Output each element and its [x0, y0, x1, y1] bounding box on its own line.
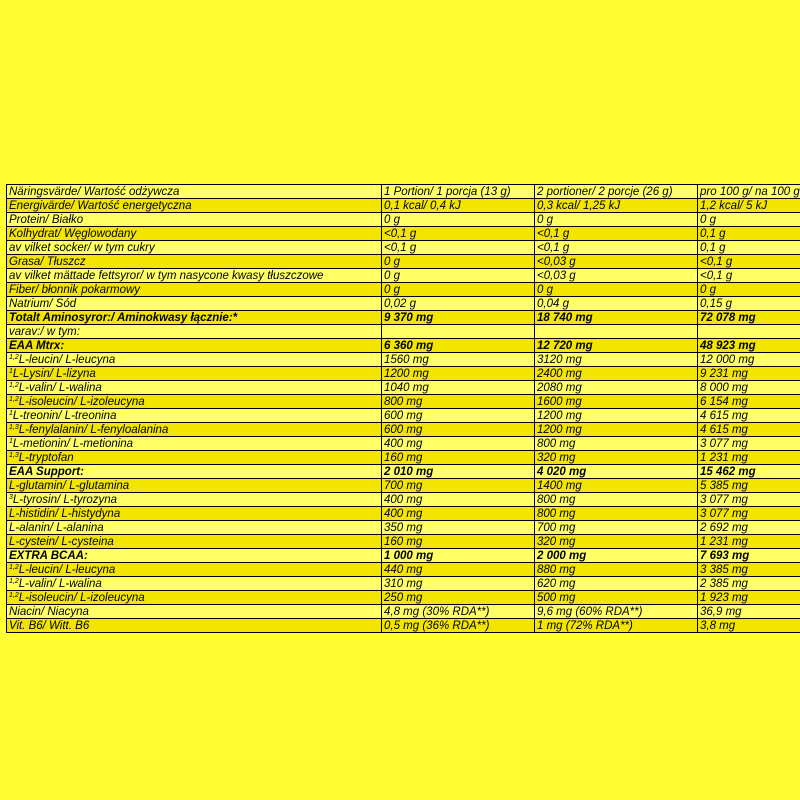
per-two-portions-value: 12 720 mg: [535, 339, 698, 353]
nutrient-name: Energivärde/ Wartość energetyczna: [9, 199, 192, 212]
nutrient-name-cell: [7, 241, 382, 255]
nutrient-name: Näringsvärde/ Wartość odżywcza: [9, 185, 180, 198]
nutrient-name: varav:/ w tym:: [9, 325, 80, 338]
per-100g-value: 3 385 mg: [698, 563, 800, 577]
per-portion-value: <0,1 g: [382, 227, 535, 241]
per-100g-value: 2 692 mg: [698, 521, 800, 535]
per-portion-value: 1040 mg: [382, 381, 535, 395]
nutrient-name-cell: [7, 619, 382, 633]
nutrition-table-wrapper: [6, 184, 800, 633]
per-two-portions-value: 2 000 mg: [535, 549, 698, 563]
nutrient-name-cell: [7, 339, 382, 353]
nutrient-name: L-valin/ L-walina: [18, 577, 102, 590]
table-row: [7, 297, 800, 311]
table-row: [7, 479, 800, 493]
per-100g-value: 12 000 mg: [698, 353, 800, 367]
nutrient-name-cell: [7, 409, 382, 423]
per-100g-value: 5 385 mg: [698, 479, 800, 493]
per-100g-value: 3 077 mg: [698, 493, 800, 507]
nutrient-name-cell: [7, 213, 382, 227]
nutrient-name: Niacin/ Niacyna: [9, 605, 89, 618]
nutrient-name: L-histidin/ L-histydyna: [9, 507, 121, 520]
nutrient-name: L-glutamin/ L-glutamina: [9, 479, 130, 492]
nutrient-name: Vit. B6/ Witt. B6: [9, 619, 90, 632]
nutrient-name: Protein/ Białko: [9, 213, 84, 226]
per-two-portions-value: 320 mg: [535, 535, 698, 549]
per-portion-value: 160 mg: [382, 535, 535, 549]
per-100g-value: 3 077 mg: [698, 437, 800, 451]
nutrient-name: EAA Mtrx:: [9, 339, 65, 352]
nutrient-name-cell: [7, 283, 382, 297]
nutrient-name: L-Lysin/ L-lizyna: [12, 367, 96, 380]
nutrient-name: EXTRA BCAA:: [9, 549, 88, 562]
per-portion-value: 250 mg: [382, 591, 535, 605]
per-100g-value: <0,1 g: [698, 255, 800, 269]
nutrient-name-cell: [7, 493, 382, 507]
per-100g-value: 8 000 mg: [698, 381, 800, 395]
per-portion-value: 0 g: [382, 213, 535, 227]
nutrient-name-cell: [7, 577, 382, 591]
per-two-portions-value: <0,1 g: [535, 227, 698, 241]
table-row: [7, 367, 800, 381]
per-portion-value: 400 mg: [382, 437, 535, 451]
per-100g-value: 3 077 mg: [698, 507, 800, 521]
per-two-portions-value: 3120 mg: [535, 353, 698, 367]
table-row: [7, 395, 800, 409]
per-two-portions-value: 4 020 mg: [535, 465, 698, 479]
nutrient-name: av vilket mättade fettsyror/ w tym nasycone kwasy tłuszczowe: [9, 269, 324, 282]
per-two-portions-value: 620 mg: [535, 577, 698, 591]
nutrient-name-cell: [7, 507, 382, 521]
footnote-marker: 1,3: [9, 451, 19, 459]
nutrient-name-cell: [7, 605, 382, 619]
per-portion-value: 0 g: [382, 269, 535, 283]
nutrient-name-cell: [7, 311, 382, 325]
nutrient-name-cell: [7, 269, 382, 283]
table-row: [7, 619, 800, 633]
per-portion-value: 0 g: [382, 283, 535, 297]
table-row: [7, 325, 800, 339]
footnote-marker: 1,2: [9, 395, 19, 403]
per-100g-value: 0,1 g: [698, 241, 800, 255]
nutrition-table-body: [7, 185, 800, 633]
nutrient-name: L-tryptofan: [18, 451, 74, 464]
nutrient-name-cell: [7, 353, 382, 367]
table-row: [7, 241, 800, 255]
per-portion-value: <0,1 g: [382, 241, 535, 255]
per-portion-value: 800 mg: [382, 395, 535, 409]
nutrient-name: av vilket socker/ w tym cukry: [9, 241, 155, 254]
per-portion-value: 4,8 mg (30% RDA**): [382, 605, 535, 619]
per-two-portions-value: 800 mg: [535, 493, 698, 507]
per-two-portions-value: 700 mg: [535, 521, 698, 535]
nutrient-name-cell: [7, 367, 382, 381]
per-portion-value: 160 mg: [382, 451, 535, 465]
per-two-portions-value: 1200 mg: [535, 423, 698, 437]
per-two-portions-value: [535, 325, 698, 339]
per-portion-value: 1200 mg: [382, 367, 535, 381]
per-portion-value: 440 mg: [382, 563, 535, 577]
nutrient-name-cell: [7, 451, 382, 465]
table-row: [7, 227, 800, 241]
per-two-portions-value: <0,1 g: [535, 241, 698, 255]
per-portion-value: [382, 325, 535, 339]
table-row: [7, 605, 800, 619]
nutrient-name: L-cystein/ L-cysteina: [9, 535, 114, 548]
nutrient-name-cell: [7, 381, 382, 395]
footnote-marker: 1,2: [9, 577, 19, 585]
per-100g-value: 6 154 mg: [698, 395, 800, 409]
per-portion-value: 0 g: [382, 255, 535, 269]
nutrient-name: L-valin/ L-walina: [18, 381, 102, 394]
per-two-portions-value: 1200 mg: [535, 409, 698, 423]
per-two-portions-value: 2 portioner/ 2 porcje (26 g): [535, 185, 698, 199]
per-two-portions-value: 1400 mg: [535, 479, 698, 493]
per-100g-value: 0 g: [698, 283, 800, 297]
nutrient-name: Kolhydrat/ Węglowodany: [9, 227, 137, 240]
nutrient-name: L-fenylalanin/ L-fenyloalanina: [18, 423, 169, 436]
per-100g-value: 3,8 mg: [698, 619, 800, 633]
nutrient-name-cell: [7, 521, 382, 535]
per-portion-value: 700 mg: [382, 479, 535, 493]
table-row: [7, 591, 800, 605]
per-portion-value: 600 mg: [382, 423, 535, 437]
per-two-portions-value: 1 mg (72% RDA**): [535, 619, 698, 633]
per-portion-value: 600 mg: [382, 409, 535, 423]
per-100g-value: 4 615 mg: [698, 423, 800, 437]
per-100g-value: [698, 325, 800, 339]
table-row: [7, 535, 800, 549]
per-two-portions-value: 2080 mg: [535, 381, 698, 395]
per-100g-value: 48 923 mg: [698, 339, 800, 353]
nutrient-name: L-metionin/ L-metionina: [12, 437, 134, 450]
table-row: [7, 465, 800, 479]
per-portion-value: 0,5 mg (36% RDA**): [382, 619, 535, 633]
footnote-marker: 1,3: [9, 423, 19, 431]
nutrition-facts-table: [6, 184, 800, 633]
nutrient-name: L-tyrosin/ L-tyrozyna: [12, 493, 118, 506]
nutrient-name: Totalt Aminosyror:/ Aminokwasy łącznie:*: [9, 311, 238, 324]
table-row: [7, 437, 800, 451]
nutrient-name-cell: [7, 535, 382, 549]
table-row: [7, 451, 800, 465]
nutrient-name: Natrium/ Sód: [9, 297, 77, 310]
table-row: [7, 507, 800, 521]
per-100g-value: 9 231 mg: [698, 367, 800, 381]
per-two-portions-value: 880 mg: [535, 563, 698, 577]
table-row: [7, 353, 800, 367]
nutrient-name-cell: [7, 199, 382, 213]
nutrient-name-cell: [7, 185, 382, 199]
per-portion-value: 350 mg: [382, 521, 535, 535]
nutrient-name: L-treonin/ L-treonina: [12, 409, 117, 422]
per-two-portions-value: 0,04 g: [535, 297, 698, 311]
per-two-portions-value: 0,3 kcal/ 1,25 kJ: [535, 199, 698, 213]
per-100g-value: 15 462 mg: [698, 465, 800, 479]
per-portion-value: 0,02 g: [382, 297, 535, 311]
footnote-marker: 1,2: [9, 591, 19, 599]
table-row: [7, 521, 800, 535]
footnote-marker: 1: [9, 409, 13, 417]
table-row: [7, 339, 800, 353]
per-two-portions-value: 2400 mg: [535, 367, 698, 381]
per-portion-value: 1 Portion/ 1 porcja (13 g): [382, 185, 535, 199]
footnote-marker: 1,2: [9, 563, 19, 571]
per-two-portions-value: 0 g: [535, 213, 698, 227]
per-100g-value: 4 615 mg: [698, 409, 800, 423]
per-100g-value: 72 078 mg: [698, 311, 800, 325]
nutrient-name-cell: [7, 591, 382, 605]
table-row: [7, 381, 800, 395]
nutrient-name-cell: [7, 563, 382, 577]
nutrient-name-cell: [7, 423, 382, 437]
nutrient-name-cell: [7, 297, 382, 311]
nutrient-name: L-leucin/ L-leucyna: [18, 563, 116, 576]
nutrient-name: L-alanin/ L-alanina: [9, 521, 104, 534]
table-row: [7, 493, 800, 507]
per-100g-value: 36,9 mg: [698, 605, 800, 619]
per-two-portions-value: 800 mg: [535, 507, 698, 521]
table-row: [7, 255, 800, 269]
nutrient-name-cell: [7, 549, 382, 563]
nutrient-name: L-leucin/ L-leucyna: [18, 353, 116, 366]
per-portion-value: 400 mg: [382, 507, 535, 521]
nutrient-name: L-isoleucin/ L-izoleucyna: [18, 591, 145, 604]
per-portion-value: 1 000 mg: [382, 549, 535, 563]
nutrient-name: L-isoleucin/ L-izoleucyna: [18, 395, 145, 408]
table-row: [7, 213, 800, 227]
nutrient-name: EAA Support:: [9, 465, 84, 478]
per-portion-value: 2 010 mg: [382, 465, 535, 479]
table-row: [7, 311, 800, 325]
per-two-portions-value: <0,03 g: [535, 255, 698, 269]
per-two-portions-value: <0,03 g: [535, 269, 698, 283]
per-two-portions-value: 18 740 mg: [535, 311, 698, 325]
table-row: [7, 409, 800, 423]
per-100g-value: 0,1 g: [698, 227, 800, 241]
table-row: [7, 283, 800, 297]
footnote-marker: 1,2: [9, 381, 19, 389]
nutrient-name-cell: [7, 465, 382, 479]
per-two-portions-value: 800 mg: [535, 437, 698, 451]
nutrient-name-cell: [7, 325, 382, 339]
per-two-portions-value: 0 g: [535, 283, 698, 297]
table-row: [7, 563, 800, 577]
table-row: [7, 199, 800, 213]
nutrient-name-cell: [7, 479, 382, 493]
table-row: [7, 549, 800, 563]
per-portion-value: 0,1 kcal/ 0,4 kJ: [382, 199, 535, 213]
table-row: [7, 269, 800, 283]
footnote-marker: 1,2: [9, 353, 19, 361]
per-100g-value: pro 100 g/ na 100 g: [698, 185, 800, 199]
per-100g-value: 0,15 g: [698, 297, 800, 311]
table-row: [7, 185, 800, 199]
nutrient-name-cell: [7, 437, 382, 451]
table-row: [7, 423, 800, 437]
nutrient-name-cell: [7, 227, 382, 241]
per-100g-value: 2 385 mg: [698, 577, 800, 591]
table-row: [7, 577, 800, 591]
footnote-marker: 3: [9, 493, 13, 501]
nutrient-name: Fiber/ błonnik pokarmowy: [9, 283, 141, 296]
per-portion-value: 9 370 mg: [382, 311, 535, 325]
per-portion-value: 310 mg: [382, 577, 535, 591]
per-100g-value: 1 231 mg: [698, 535, 800, 549]
per-two-portions-value: 500 mg: [535, 591, 698, 605]
per-portion-value: 400 mg: [382, 493, 535, 507]
per-portion-value: 1560 mg: [382, 353, 535, 367]
nutrient-name: Grasa/ Tłuszcz: [9, 255, 86, 268]
per-two-portions-value: 320 mg: [535, 451, 698, 465]
per-100g-value: <0,1 g: [698, 269, 800, 283]
per-100g-value: 1 231 mg: [698, 451, 800, 465]
per-two-portions-value: 1600 mg: [535, 395, 698, 409]
nutrient-name-cell: [7, 255, 382, 269]
footnote-marker: 1: [9, 367, 13, 375]
per-100g-value: 1 923 mg: [698, 591, 800, 605]
footnote-marker: 1: [9, 437, 13, 445]
nutrient-name-cell: [7, 395, 382, 409]
per-two-portions-value: 9,6 mg (60% RDA**): [535, 605, 698, 619]
per-portion-value: 6 360 mg: [382, 339, 535, 353]
per-100g-value: 0 g: [698, 213, 800, 227]
per-100g-value: 1,2 kcal/ 5 kJ: [698, 199, 800, 213]
per-100g-value: 7 693 mg: [698, 549, 800, 563]
